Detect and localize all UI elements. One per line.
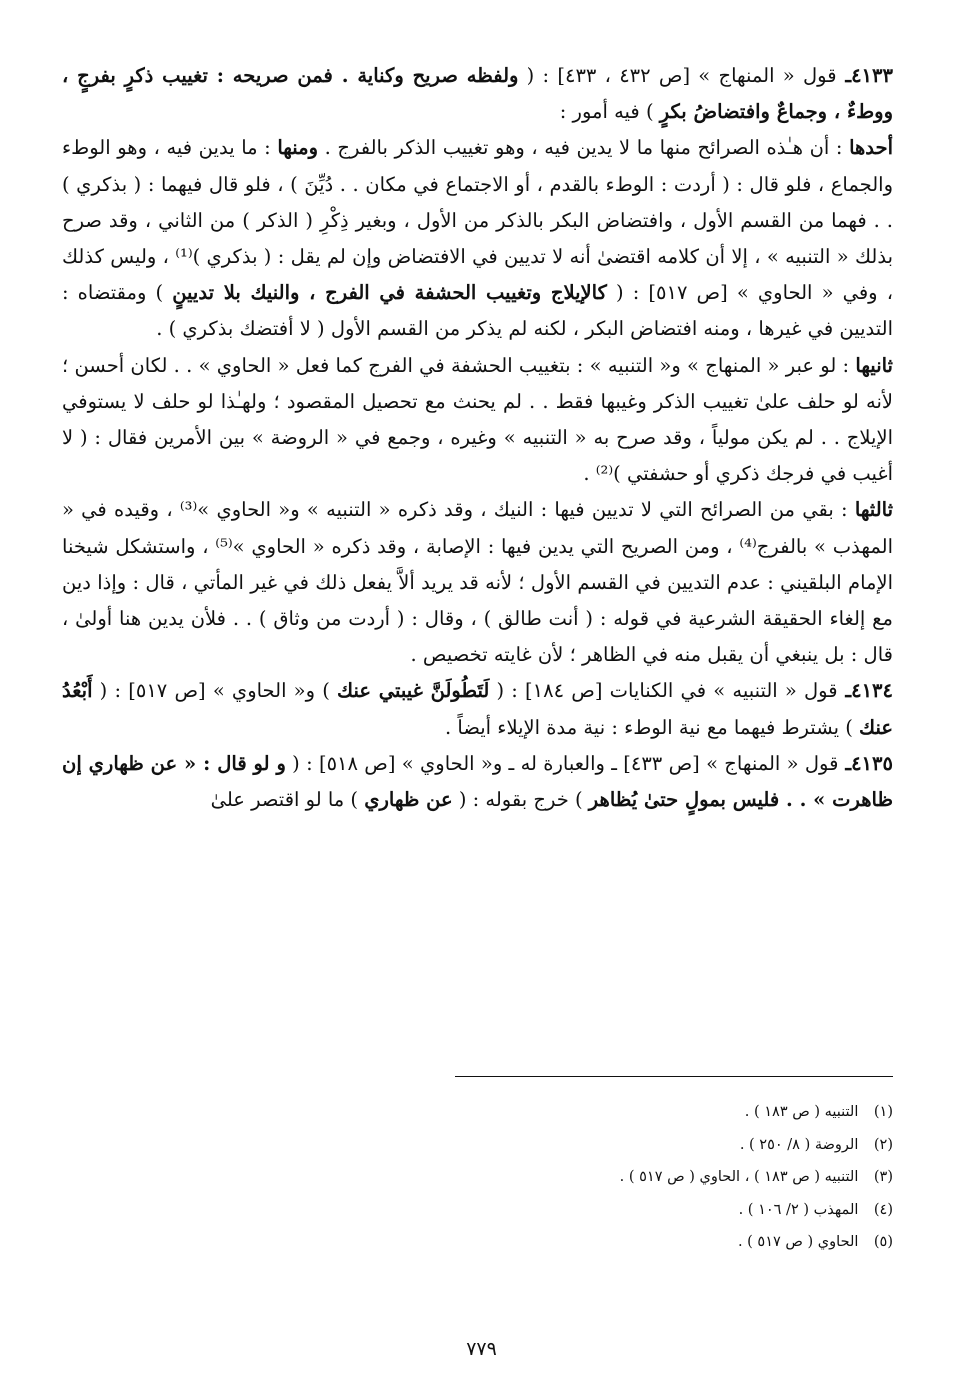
text-run: ) خرج بقوله : ( xyxy=(452,788,589,812)
footnote-item xyxy=(300,1194,893,1227)
footnote-text: المهذب ( ٢/ ١٠٦ ) . xyxy=(738,1201,859,1218)
text-run: قول « التنبيه » في الكنايات [ص ١٨٤] : ( xyxy=(489,679,838,703)
main-text xyxy=(62,58,893,818)
footnote-text: التنبيه ( ص ١٨٣ ) . xyxy=(744,1104,859,1120)
footnote-text: الحاوي ( ص ٥١٧ ) . xyxy=(737,1234,859,1250)
footnote-item xyxy=(300,1129,893,1162)
bold-text-run: ٤١٣٣ـ xyxy=(836,64,893,87)
footnote-number: (٣) xyxy=(873,1169,893,1185)
bold-text-run: أحدها xyxy=(849,136,893,160)
footnote-text: التنبيه ( ص ١٨٣ ) ، الحاوي ( ص ٥١٧ ) . xyxy=(619,1169,859,1185)
bold-text-run: أَبْعُدُ عنك xyxy=(62,679,893,739)
footnote-number: (٥) xyxy=(873,1234,893,1250)
text-run: : بقي من الصرائح التي لا تديين فيها : النيك ، وقد ذكره « التنبيه » و« الحاوي »⁽³⁾ ، وقيده في « المهذب » بالفرج⁽⁴⁾ ، ومن الصريح التي يدين فيها : الإصابة ، وقد ذكره « الحاوي »⁽⁵⁾ ، واستشكل شيخنا الإمام البلقيني : عدم التديين في القسم الأول ؛ لأنه قد يريد ألاَّ يفعل ذلك في غير المأتي ، قال : وإذا دين مع إلغاء الحقيقة الشرعية في قوله : ( أنت طالق ) ، وقال : ( أردت من وثاق ) . . فلأن يدين هنا أولىٰ ، قال : بل ينبغي أن يقبل منه في الظاهر ؛ لأن غايته تخصيص . xyxy=(62,498,893,667)
text-run: ) يشترط فيهما مع نية الوطء : نية مدة الإيلاء أيضاً . xyxy=(445,715,860,739)
footnote-item xyxy=(300,1096,893,1129)
bold-text-run: ومنها xyxy=(277,136,319,160)
footnote-item xyxy=(300,1161,893,1194)
text-run: : أن هـٰذه الصرائح منها ما لا يدين فيه ، وهو تغييب الذكر بالفرج . xyxy=(318,136,850,160)
text-run: : لو عبر « المنهاج » و« التنبيه » : بتغييب الحشفة في الفرج كما فعل « الحاوي » . . لكان أحسن ؛ لأنه لو حلف علىٰ تغييب الذكر وغيبها فقط . . لم يحنث مع تحصيل المقصود ؛ ولهـٰذا لو حلف لا يستوفي الإيلاج . . لم يكن مولياً ، وقد صرح به « التنبيه » وغيره ، وجمع في « الروضة » بين الأمرين فقال : ( لا أغيب في فرجك ذكري أو حشفتي )⁽²⁾ . xyxy=(62,353,893,486)
bold-text-run: ٤١٣٤ـ xyxy=(837,679,893,703)
text-run: قول « المنهاج » [ص ٤٣٣] ـ والعبارة له ـ و« الحاوي » [ص ٥١٨] : ( xyxy=(285,751,839,775)
bold-text-run: ٤١٣٥ـ xyxy=(838,751,893,775)
text-run: قول « المنهاج » [ص ٤٣٢ ، ٤٣٣] : ( xyxy=(518,64,837,87)
bold-text-run: عن ظهاري xyxy=(364,788,453,812)
footnote-number: (١) xyxy=(873,1104,893,1120)
text-run: ) ما لو اقتصر علىٰ xyxy=(210,788,365,812)
paragraph-second-point xyxy=(62,348,893,493)
bold-text-run: ولفظه صريح وكناية . فمن صريحه : تغييب ذكرٍ بفرجٍ ، ووطءٌ ، وجماعٌ وافتضاضُ بكرٍ xyxy=(62,64,893,124)
text-run: ) فيه أمور : xyxy=(559,100,660,124)
footnote-text: الروضة ( ٨/ ٢٥٠ ) . xyxy=(739,1136,859,1153)
paragraph-first-point xyxy=(62,130,893,347)
bold-text-run: و لو قال : « عن ظهاري إن ظاهرت » . . فليس بمولٍ حتىٰ يُظاهر xyxy=(62,751,893,812)
footnote-item xyxy=(300,1226,893,1259)
bold-text-run: ثالثها xyxy=(854,498,893,522)
bold-text-run: كالإيلاج وتغييب الحشفة في الفرج ، والنيك بلا تديينٍ xyxy=(172,281,607,305)
footnote-divider xyxy=(455,1076,893,1077)
paragraph-4134 xyxy=(62,673,893,745)
paragraph-third-point xyxy=(62,492,893,673)
text-run: ) و« الحاوي » [ص ٥١٧] : ( xyxy=(92,679,338,703)
footnote-number: (٤) xyxy=(873,1201,893,1218)
bold-text-run: لَتَطُولَنَّ غيبتي عنك xyxy=(337,679,490,703)
footnotes xyxy=(300,1096,893,1259)
text-run: ) ومقتضاه : التديين في غيرها ، ومنه افتضاض البكر ، لكنه لم يذكر من القسم الأول ( لا أفتضك بذكري ) . xyxy=(62,281,893,341)
footnote-number: (٢) xyxy=(873,1136,893,1153)
text-run: : ما يدين فيه ، وهو الوطء والجماع ، فلو قال : ( أردت : الوطء بالقدم ، أو الاجتماع في مكان . . دُيِّنَ ) ، فلو قال فيهما : ( بذكري ) . . فهما من القسم الأول ، وافتضاض البكر بالذكر من الأول ، وبغير ذِكْرِ ( الذكر ) من الثاني ، وقد صرح بذلك « التنبيه » ، إلا أن كلامه اقتضىٰ أنه لا تديين في الافتضاض وإن لم يقل : ( بذكري )⁽¹⁾ ، وليس كذلك ، وفي « الحاوي » [ص ٥١٧] : ( xyxy=(62,136,894,305)
page-number: ٧٧٩ xyxy=(466,1338,497,1360)
paragraph-4133-heading xyxy=(62,58,893,130)
bold-text-run: ثانيها xyxy=(855,353,893,377)
paragraph-4135 xyxy=(62,746,893,818)
